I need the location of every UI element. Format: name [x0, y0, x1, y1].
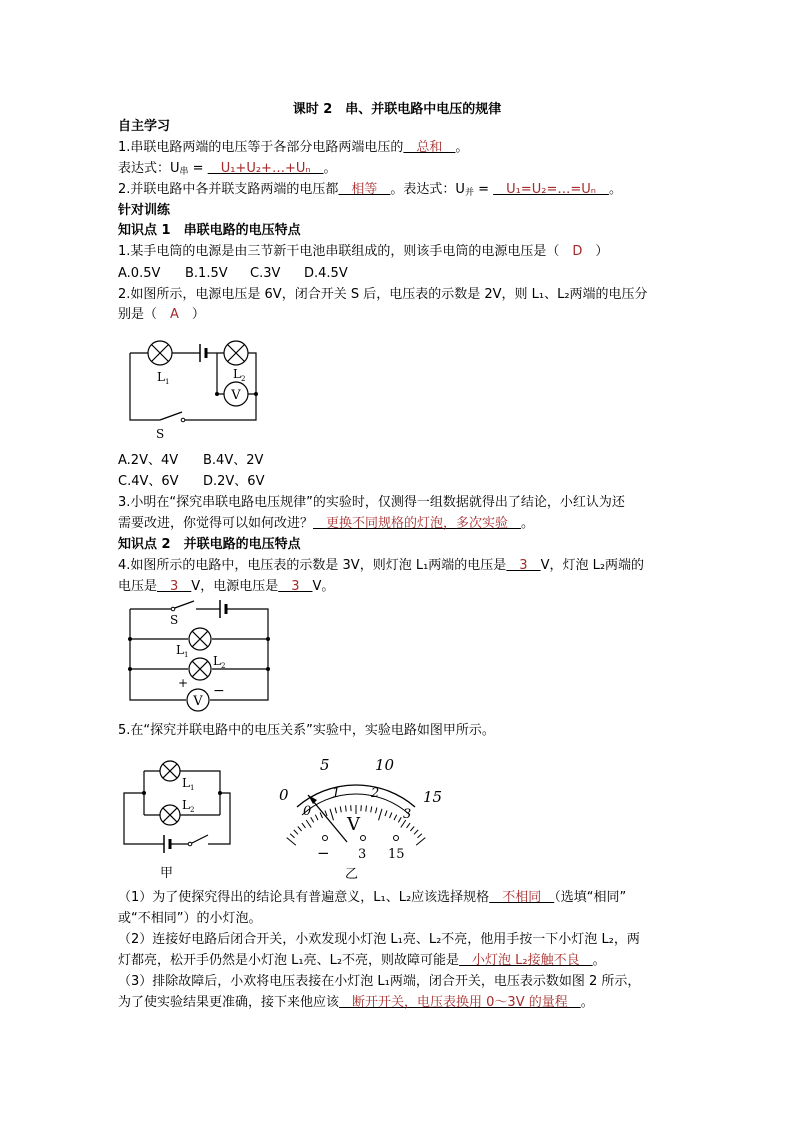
problem-2-line-2 — [118, 305, 205, 325]
dial-tick-mark — [315, 815, 318, 820]
caption-yi: 乙 — [345, 867, 359, 882]
subquestion-2-line-2 — [118, 951, 606, 971]
problem-4-line-1 — [118, 556, 644, 576]
q2-mid: 。表达式：U — [390, 182, 465, 197]
label-l1-sub: 1 — [190, 784, 195, 792]
figure-jia-circuit — [120, 757, 250, 882]
p1-text: 1.某手电筒的电源是由三节新干电池串联组成的，则该手电筒的电源电压是（ — [118, 244, 573, 259]
voltmeter-dial-figure — [265, 752, 450, 887]
subquestion-1-line-2: 或“不相同”）的小灯泡。 — [118, 911, 262, 926]
q2-sub: 并 — [464, 188, 474, 198]
terminal-3: 3 — [358, 847, 367, 862]
label-l2-sub: 2 — [241, 375, 246, 383]
p1-option-c: C.3V — [250, 266, 281, 281]
p4-answer-3: 3 — [278, 579, 313, 594]
dial-bottom-tick-0: 0 — [303, 804, 312, 819]
problem-2-line-1: 2.如图所示，电源电压是 6V，闭合开关 S 后，电压表的示数是 2V，则 L₁、L₂两端的电压分 — [118, 287, 648, 302]
expr1-sub: 串 — [179, 167, 189, 177]
p1-option-d: D.4.5V — [304, 266, 348, 281]
p3-answer: 更换不同规格的灯泡，多次实验 — [313, 516, 522, 531]
dial-unit-v: V — [347, 814, 360, 835]
voltmeter-icon — [187, 689, 209, 711]
p2-option-b: B.4V、2V — [203, 453, 264, 468]
p4-answer-2: 3 — [157, 579, 192, 594]
s3-end: 。 — [580, 995, 594, 1010]
label-l1: L — [176, 643, 184, 657]
dial-tick-mark — [302, 823, 306, 828]
dial-tick-mark — [385, 811, 387, 817]
lamp-l2-icon — [224, 341, 248, 365]
terminal-15: 15 — [388, 847, 405, 862]
s2-text: 灯都亮，松开手仍然是小灯泡 L₁亮、L₂不亮，则故障可能是 — [118, 953, 460, 968]
dial-tick-mark — [376, 808, 377, 814]
p2-end: ） — [178, 307, 205, 322]
label-l1: L — [157, 370, 165, 384]
voltmeter-icon — [224, 382, 248, 406]
s1-end: （选填“相同” — [554, 890, 627, 905]
caption-jia: 甲 — [160, 866, 174, 881]
dial-bottom-tick-2: 2 — [371, 786, 380, 801]
dial-tick-mark — [414, 830, 418, 834]
p1-end: ） — [582, 244, 609, 259]
p4-end: V。 — [312, 579, 335, 594]
p1-answer: D — [572, 244, 583, 259]
p2-option-d: D.2V、6V — [203, 474, 265, 489]
page-title: 课时 2 串、并联电路中电压的规律 — [292, 102, 502, 117]
p2-option-c: C.4V、6V — [118, 474, 179, 489]
q2-answer: 相等 — [338, 182, 391, 197]
p2-text: 别是（ — [118, 307, 171, 322]
dial-top-tick-5: 5 — [320, 756, 330, 774]
parallel-circuit-diagram — [120, 597, 280, 717]
expr1-end: 。 — [323, 161, 337, 176]
lamp-l1-icon — [148, 341, 172, 365]
label-l2-sub: 2 — [221, 662, 226, 670]
dial-top-tick-15: 15 — [423, 788, 443, 806]
knowledge-point-1: 知识点 1 串联电路的电压特点 — [118, 223, 301, 238]
s2-end: 。 — [592, 953, 606, 968]
p3-text: 需要改进，你觉得可以如何改进？ — [118, 516, 314, 531]
dial-tick-mark — [407, 823, 411, 828]
question-1 — [118, 138, 468, 158]
expr1-text: 表达式：U — [118, 161, 180, 176]
subquestion-3-line-1: （3）排除故障后，小欢将电压表接在小灯泡 L₁两端，闭合开关，电压表示数如图 2 所示， — [118, 974, 641, 989]
q1-text: 1.串联电路两端的电压等于各部分电路两端电压的 — [118, 140, 404, 155]
label-l1-sub: 1 — [165, 378, 170, 386]
p4-answer-1: 3 — [506, 558, 541, 573]
voltmeter-minus: − — [213, 683, 225, 699]
dial-bottom-tick-1: 1 — [332, 786, 341, 801]
problem-4-line-2 — [118, 577, 334, 597]
label-l1: L — [182, 776, 190, 790]
terminal-negative: − — [317, 844, 330, 862]
knowledge-point-2: 知识点 2 并联电路的电压特点 — [118, 537, 301, 552]
svg-text:V: V — [193, 694, 203, 709]
dial-tick-mark — [371, 806, 372, 812]
voltmeter-plus: + — [178, 676, 189, 690]
p1-option-b: B.1.5V — [185, 266, 228, 281]
problem-3-line-1: 3.小明在“探究串联电路电压规律”的实验时，仅测得一组数据就得出了结论，小红认为还 — [118, 495, 625, 510]
dial-tick-mark — [379, 809, 383, 821]
dial-tick-mark — [335, 808, 336, 814]
dial-tick-mark — [390, 813, 392, 819]
s2-answer: 小灯泡 L₂接触不良 — [459, 953, 593, 968]
dial-tick-mark — [287, 838, 296, 846]
dial-bottom-tick-3: 3 — [403, 807, 412, 822]
dial-top-tick-0: 0 — [279, 786, 289, 804]
p2-answer: A — [170, 307, 179, 322]
p2-option-a: A.2V、4V — [118, 453, 179, 468]
q2-text: 2.并联电路中各并联支路两端的电压都 — [118, 182, 339, 197]
series-circuit-diagram — [120, 335, 280, 445]
p4-text: 4.如图所示的电路中，电压表的示数是 3V，则灯泡 L₁两端的电压是 — [118, 558, 507, 573]
section-self-study: 自主学习 — [118, 119, 171, 134]
expr1-eq: = — [188, 161, 208, 176]
subquestion-3-line-2 — [118, 993, 594, 1013]
dial-tick-mark — [340, 806, 341, 812]
subquestion-1-line-1 — [118, 888, 626, 908]
dial-tick-mark — [418, 834, 422, 838]
problem-3-line-2 — [118, 514, 534, 534]
dial-pointer — [308, 795, 347, 842]
dial-top-tick-10: 10 — [375, 756, 395, 774]
expr1-answer: U₁+U₂+…+Uₙ — [207, 161, 324, 176]
dial-tick-mark — [416, 838, 425, 846]
dial-tick-mark — [306, 820, 311, 828]
dial-tick-mark — [294, 830, 298, 834]
p4-text-4: V，电源电压是 — [191, 579, 279, 594]
section-training: 针对训练 — [118, 203, 171, 218]
dial-tick-mark — [346, 806, 347, 812]
dial-tick-mark — [290, 834, 294, 838]
s1-text: （1）为了使探究得出的结论具有普遍意义，L₁、L₂应该选择规格 — [118, 890, 490, 905]
label-switch-s: S — [156, 427, 165, 441]
expression-1 — [118, 159, 337, 182]
s3-text: 为了使实验结果更准确，接下来他应该 — [118, 995, 340, 1010]
dial-tick-mark — [394, 815, 397, 820]
p1-option-a: A.0.5V — [118, 266, 161, 281]
dial-tick-mark — [398, 817, 401, 822]
dial-tick-mark — [366, 806, 367, 812]
s1-answer: 不相同 — [489, 890, 555, 905]
question-2 — [118, 180, 622, 203]
s3-answer: 断开开关，电压表换用 0～3V 的量程 — [339, 995, 581, 1010]
label-l2: L — [233, 367, 241, 381]
q1-end: 。 — [455, 140, 469, 155]
svg-text:V: V — [231, 388, 241, 403]
p3-end: 。 — [521, 516, 535, 531]
label-l2: L — [213, 654, 221, 668]
p4-text-3: 电压是 — [118, 579, 158, 594]
lamp-l1-icon — [160, 761, 180, 781]
lamp-l2-icon — [160, 805, 180, 825]
label-l1-sub: 1 — [184, 651, 189, 659]
dial-tick-mark — [298, 826, 302, 831]
p4-text-2: V，灯泡 L₂两端的 — [540, 558, 645, 573]
dial-tick-mark — [330, 809, 334, 821]
problem-5-line-1: 5.在“探究并联电路中的电压关系”实验中，实验电路如图甲所示。 — [118, 723, 495, 738]
label-switch-s: S — [170, 613, 179, 627]
lamp-l2-icon — [189, 658, 211, 680]
q2-eq: = — [473, 182, 494, 197]
dial-tick-mark — [320, 813, 322, 819]
dial-tick-mark — [410, 826, 414, 831]
q2-answer-2: U₁=U₂=…=Uₙ — [493, 182, 609, 197]
subquestion-2-line-1: （2）连接好电路后闭合开关，小欢发现小灯泡 L₁亮、L₂不亮，他用手按一下小灯泡 L₂，两 — [118, 932, 640, 947]
label-l2-sub: 2 — [190, 806, 195, 814]
q2-end: 。 — [608, 182, 622, 197]
q1-answer: 总和 — [403, 140, 456, 155]
label-l2: L — [182, 798, 190, 812]
problem-1 — [118, 242, 608, 262]
lamp-l1-icon — [189, 628, 211, 650]
